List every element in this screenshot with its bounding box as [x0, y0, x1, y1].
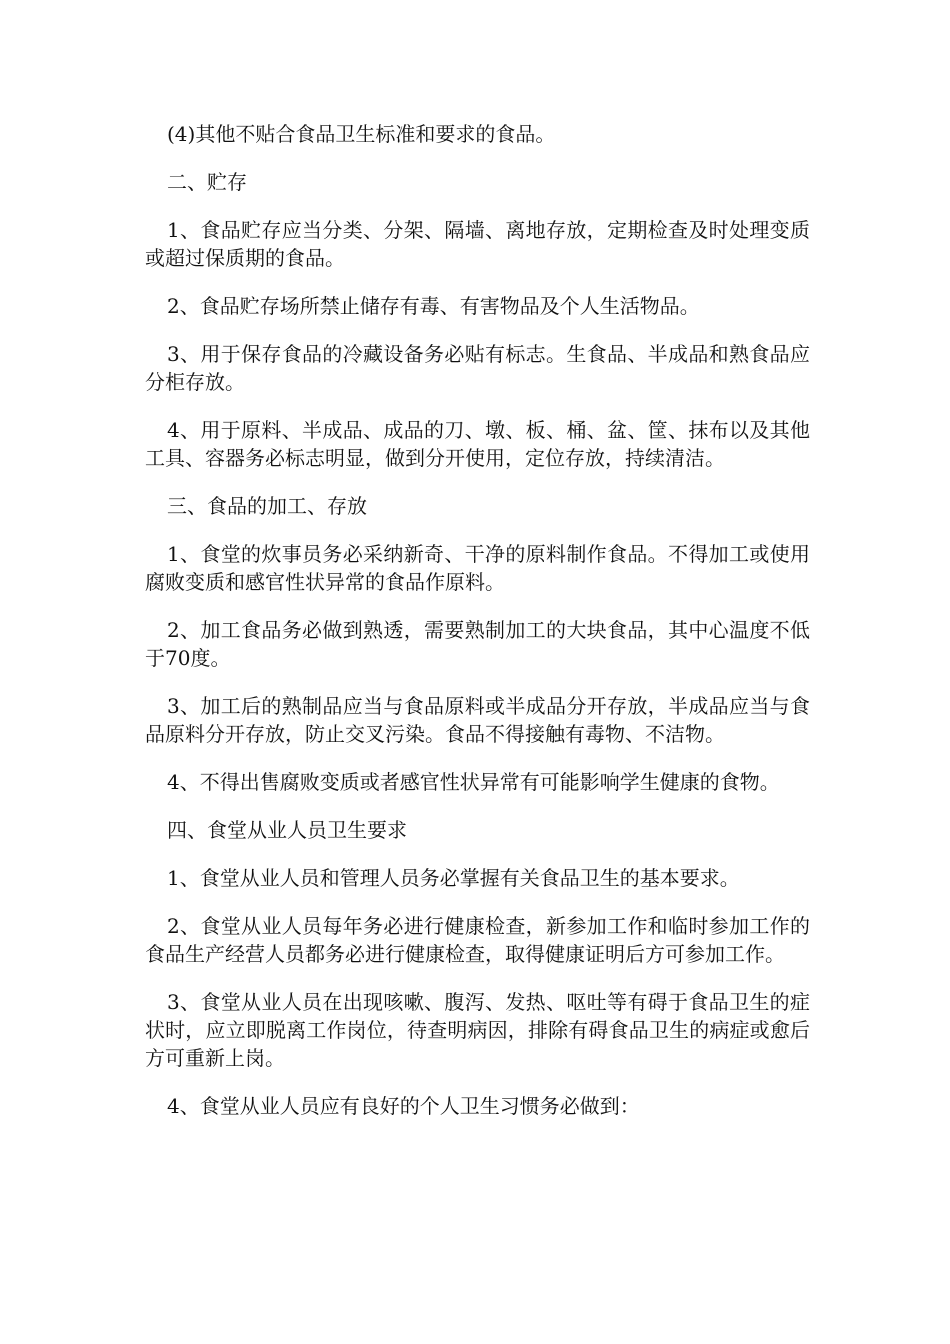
paragraph-staff-1: 1、食堂从业人员和管理人员务必掌握有关食品卫生的基本要求。 — [167, 866, 740, 890]
paragraph-item-4-other-foods: (4)其他不贴合食品卫生标准和要求的食品。 — [167, 122, 556, 146]
paragraph-processing-2: 2、加工食品务必做到熟透，需要熟制加工的大块食品，其中心温度不低于70度。 — [145, 618, 810, 670]
section-heading-processing: 三、食品的加工、存放 — [167, 494, 367, 518]
paragraph-staff-2: 2、食堂从业人员每年务必进行健康检查，新参加工作和临时参加工作的食品生产经营人员都务必进行健康检查，取得健康证明后方可参加工作。 — [145, 914, 810, 966]
paragraph-storage-1: 1、食品贮存应当分类、分架、隔墙、离地存放，定期检查及时处理变质或超过保质期的食品。 — [145, 218, 810, 270]
paragraph-storage-4: 4、用于原料、半成品、成品的刀、墩、板、桶、盆、筐、抹布以及其他工具、容器务必标志明显，做到分开使用，定位存放，持续清洁。 — [145, 418, 810, 470]
section-heading-staff-hygiene: 四、食堂从业人员卫生要求 — [167, 818, 407, 842]
paragraph-processing-3: 3、加工后的熟制品应当与食品原料或半成品分开存放，半成品应当与食品原料分开存放，防止交叉污染。食品不得接触有毒物、不洁物。 — [145, 694, 810, 746]
paragraph-staff-4: 4、食堂从业人员应有良好的个人卫生习惯务必做到： — [167, 1094, 640, 1118]
paragraph-processing-4: 4、不得出售腐败变质或者感官性状异常有可能影响学生健康的食物。 — [167, 770, 780, 794]
paragraph-storage-2: 2、食品贮存场所禁止储存有毒、有害物品及个人生活物品。 — [167, 294, 700, 318]
paragraph-processing-1: 1、食堂的炊事员务必采纳新奇、干净的原料制作食品。不得加工或使用腐败变质和感官性状异常的食品作原料。 — [145, 542, 810, 594]
paragraph-storage-3: 3、用于保存食品的冷藏设备务必贴有标志。生食品、半成品和熟食品应分柜存放。 — [145, 342, 810, 394]
document-page — [145, 120, 810, 1140]
paragraph-staff-3: 3、食堂从业人员在出现咳嗽、腹泻、发热、呕吐等有碍于食品卫生的症状时，应立即脱离工作岗位，待查明病因，排除有碍食品卫生的病症或愈后方可重新上岗。 — [145, 990, 810, 1070]
section-heading-storage: 二、贮存 — [167, 170, 247, 194]
